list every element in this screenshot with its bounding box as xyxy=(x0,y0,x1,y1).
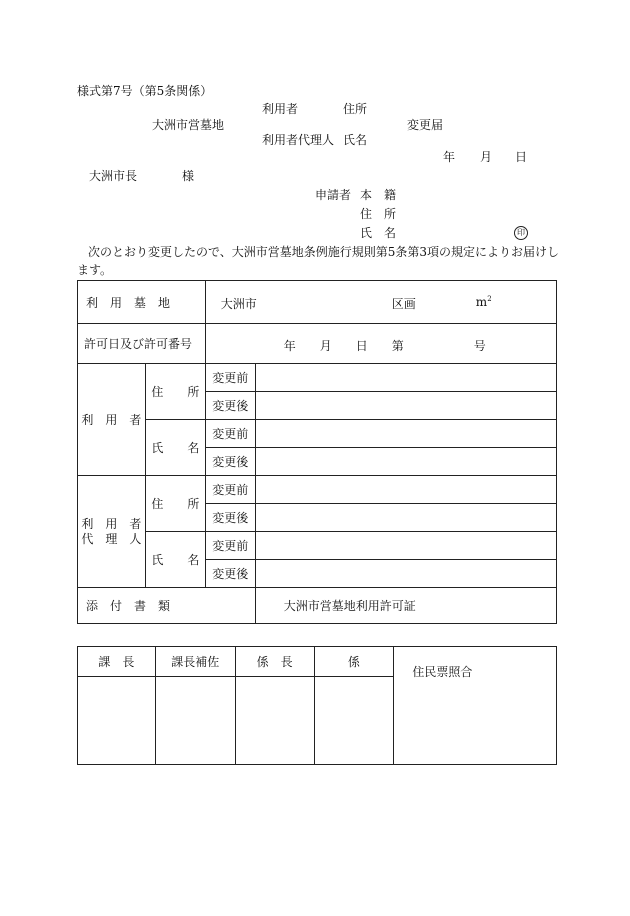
permit-month: 月 xyxy=(319,339,332,353)
addressee: 大洲市長 xyxy=(89,169,138,183)
user-name-after-label: 変更後 xyxy=(205,448,255,476)
attachment-label: 添 付 書 類 xyxy=(78,588,256,624)
agent-name-after-label: 変更後 xyxy=(205,560,255,588)
agent-address-before-label: 変更前 xyxy=(205,476,255,504)
user-address-after-field[interactable] xyxy=(255,392,556,420)
seal-mark: 印 xyxy=(514,226,528,240)
agent-group-label: 利 用 者 代 理 人 xyxy=(78,476,146,588)
agent-name-before-field[interactable] xyxy=(255,532,556,560)
user-name-before-label: 変更前 xyxy=(205,420,255,448)
date-day: 日 xyxy=(515,150,528,164)
permit-number-suffix: 号 xyxy=(473,339,486,353)
notice-title: 変更届 xyxy=(407,118,444,132)
agent-address-after-field[interactable] xyxy=(255,504,556,532)
applicant-address-label: 住 所 xyxy=(360,207,397,221)
permit-no: 第 xyxy=(391,339,404,353)
approval-header-staff: 係 xyxy=(314,647,394,677)
attachment-value: 大洲市営墓地利用許可証 xyxy=(255,588,556,624)
city-text: 大洲市 xyxy=(220,297,257,311)
domicile-label: 本 籍 xyxy=(360,188,397,202)
agent-address-label: 住 所 xyxy=(145,476,205,532)
applicant-name-label: 氏 名 xyxy=(360,226,397,240)
approval-header-deputy: 課長補佐 xyxy=(155,647,235,677)
cemetery-plot-label: 利 用 墓 地 xyxy=(78,281,206,324)
permit-date-label: 許可日及び許可番号 xyxy=(78,324,206,364)
user-address-label: 住 所 xyxy=(145,364,205,420)
name-label: 氏名 xyxy=(343,133,368,147)
agent-label: 利用者代理人 xyxy=(262,133,335,147)
form-number: 様式第7号（第5条関係） xyxy=(77,84,213,98)
approval-stamp-chief[interactable] xyxy=(78,677,156,765)
user-group-label: 利 用 者 xyxy=(78,364,146,476)
user-name-after-field[interactable] xyxy=(255,448,556,476)
body-text-2: ます。 xyxy=(77,263,113,277)
user-name-label: 氏 名 xyxy=(145,420,205,476)
agent-name-label: 氏 名 xyxy=(145,532,205,588)
body-text-1: 次のとおり変更したので、大洲市営墓地条例施行規則第5条第3項の規定によりお届けし xyxy=(88,245,560,259)
agent-address-before-field[interactable] xyxy=(255,476,556,504)
user-address-before-label: 変更前 xyxy=(205,364,255,392)
address-label: 住所 xyxy=(343,102,368,116)
applicant-label: 申請者 xyxy=(315,188,352,202)
permit-date-cell xyxy=(205,324,556,364)
cemetery-plot-cell xyxy=(205,281,556,324)
section-text: 区画 xyxy=(391,297,416,311)
approval-table xyxy=(77,646,557,765)
agent-name-before-label: 変更前 xyxy=(205,532,255,560)
agent-address-after-label: 変更後 xyxy=(205,504,255,532)
permit-day: 日 xyxy=(355,339,368,353)
approval-stamp-section-chief[interactable] xyxy=(235,677,314,765)
user-address-after-label: 変更後 xyxy=(205,392,255,420)
resident-check-cell: 住民票照合 xyxy=(394,647,557,765)
date-month: 月 xyxy=(480,150,493,164)
approval-header-section-chief: 係 長 xyxy=(235,647,314,677)
user-name-before-field[interactable] xyxy=(255,420,556,448)
area-unit: $m^2$ xyxy=(475,295,492,309)
honorific: 様 xyxy=(182,169,195,183)
date-year: 年 xyxy=(443,150,456,164)
user-address-before-field[interactable] xyxy=(255,364,556,392)
permit-year: 年 xyxy=(283,339,296,353)
cemetery-label: 大洲市営墓地 xyxy=(152,118,225,132)
approval-stamp-staff[interactable] xyxy=(314,677,394,765)
approval-header-chief: 課 長 xyxy=(78,647,156,677)
agent-name-after-field[interactable] xyxy=(255,560,556,588)
approval-stamp-deputy[interactable] xyxy=(155,677,235,765)
user-label: 利用者 xyxy=(262,102,299,116)
change-form-table xyxy=(77,280,557,624)
